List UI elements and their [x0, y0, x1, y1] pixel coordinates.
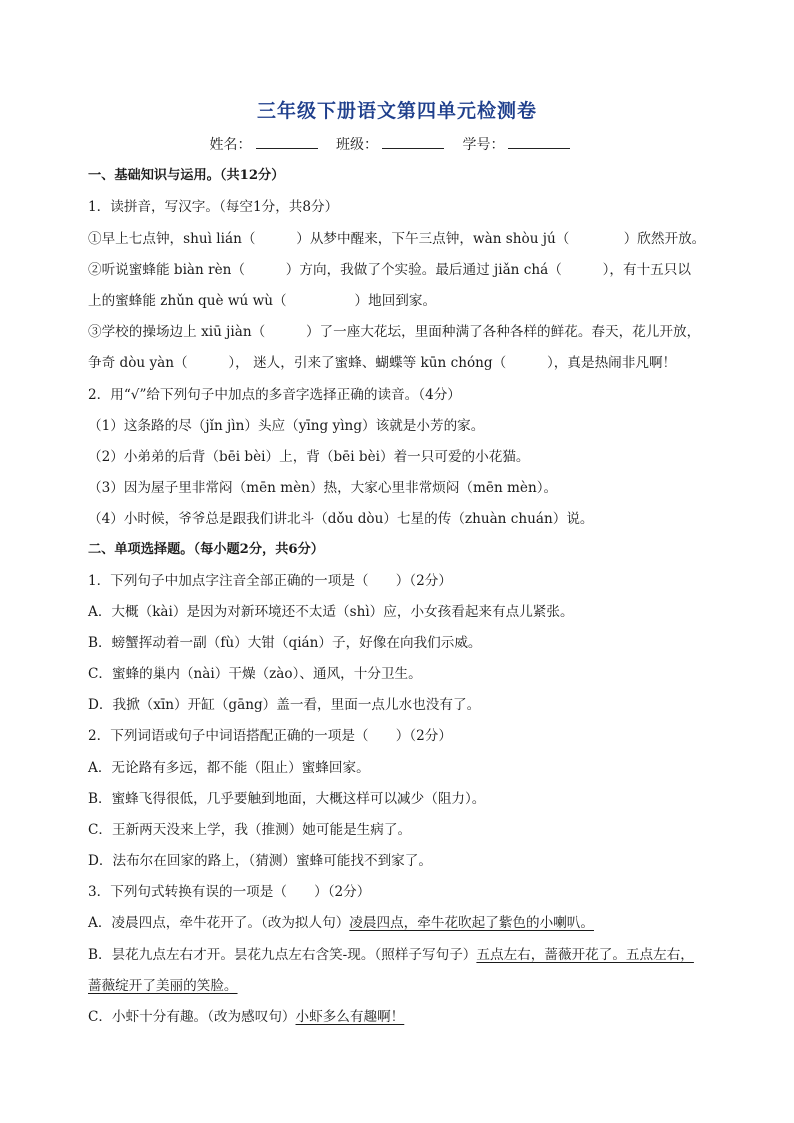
s2-q3-b-prompt: B．昙花九点左右才开。昙花九点左右含笑-现。（照样子写句子） — [88, 947, 477, 963]
s2-q1-stem: 1．下列句子中加点字注音全部正确的一项是（ ）（2分） — [88, 573, 452, 589]
s2-q3-option-b — [88, 946, 718, 964]
s2-q3-stem: 3．下列句式转换有误的一项是（ ）（2分） — [88, 884, 371, 900]
s2-q3-c-answer: 小虾多么有趣啊！ — [295, 1009, 405, 1025]
s2-q2-stem: 2．下列词语或句子中词语搭配正确的一项是（ ）（2分） — [88, 728, 452, 744]
s1-q2-line3: （3）因为屋子里非常闷（mēn mèn）热，大家心里非常烦闷（mēn mèn）。 — [88, 480, 558, 496]
s1-q1-line2: ②听说蜜蜂能 biàn rèn（ ）方向，我做了个实验。最后通过 jiǎn chá（ ），有十五只以 — [88, 262, 691, 278]
s1-q1-stem: 1．读拼音，写汉字。（每空1分，共8分） — [88, 199, 339, 215]
s2-q2-option-d: D．法布尔在回家的路上，（猜测）蜜蜂可能找不到家了。 — [88, 853, 432, 869]
number-label: 学号： — [462, 137, 505, 153]
name-label: 姓名： — [209, 137, 252, 153]
student-info — [0, 134, 794, 154]
s1-q2-line4: （4）小时候，爷爷总是跟我们讲北斗（dǒu dòu）七星的传（zhuàn chuán）说。 — [88, 511, 594, 527]
section1-heading: 一、基础知识与运用。（共12分） — [88, 168, 285, 183]
s2-q3-option-b-cont — [88, 977, 718, 995]
name-blank[interactable] — [256, 134, 318, 149]
s2-q3-option-a — [88, 914, 718, 932]
s1-q1-line1: ①早上七点钟，shuì lián（ ）从梦中醒来，下午三点钟，wàn shòu jú（ ）欣然开放。 — [88, 231, 706, 247]
s2-q1-option-d: D．我掀（xīn）开缸（gāng）盖一看，里面一点儿水也没有了。 — [88, 697, 481, 713]
class-blank[interactable] — [382, 134, 444, 149]
number-blank[interactable] — [508, 134, 570, 149]
s2-q1-option-b: B．螃蟹挥动着一副（fù）大钳（qián）子，好像在向我们示威。 — [88, 635, 482, 651]
s2-q1-option-a: A．大概（kài）是因为对新环境还不太适（shì）应，小女孩看起来有点儿紧张。 — [88, 604, 574, 620]
s2-q3-a-answer: 凌晨四点，牵牛花吹起了紫色的小喇叭。 — [349, 915, 594, 931]
s1-q1-line4: ③学校的操场边上 xiū jiàn（ ）了一座大花坛，里面种满了各种各样的鲜花。春天，花儿开放， — [88, 324, 701, 340]
s2-q3-c-prompt: C．小虾十分有趣。（改为感叹句） — [88, 1009, 296, 1025]
s2-q3-a-prompt: A．凌晨四点，牵牛花开了。（改为拟人句） — [88, 915, 350, 931]
class-label: 班级： — [336, 137, 378, 153]
s2-q1-option-c: C．蜜蜂的巢内（nài）干燥（zào）、通风，十分卫生。 — [88, 666, 422, 682]
s2-q2-option-b: B．蜜蜂飞得很低，几乎要触到地面，大概这样可以减少（阻力）。 — [88, 791, 486, 807]
s1-q1-line5: 争奇 dòu yàn（ ）， 迷人，引来了蜜蜂、蝴蝶等 kūn chóng（ ），真是热闹非凡啊！ — [88, 355, 677, 371]
s1-q2-line1: （1）这条路的尽（jǐn jìn）头应（yīng yìng）该就是小芳的家。 — [88, 418, 485, 434]
s2-q3-b-answer-part2: 蔷薇绽开了美丽的笑脸。 — [88, 978, 238, 994]
s2-q3-option-c — [88, 1008, 718, 1026]
doc-title: 三年级下册语文第四单元检测卷 — [256, 100, 537, 122]
s1-q2-stem: 2．用“√”给下列句子中加点的多音字选择正确的读音。（4分） — [88, 387, 461, 403]
s2-q2-option-c: C．王新两天没来上学，我（推测）她可能是生病了。 — [88, 822, 412, 838]
section2-heading: 二、单项选择题。（每小题2分，共6分） — [88, 542, 324, 557]
s2-q3-b-answer-part1: 五点左右，蔷薇开花了。五点左右， — [476, 947, 694, 963]
s2-q2-option-a: A．无论路有多远，都不能（阻止）蜜蜂回家。 — [88, 760, 370, 776]
s1-q2-line2: （2）小弟弟的后背（bēi bèi）上，背（bēi bèi）着一只可爱的小花猫。 — [88, 449, 530, 465]
s1-q1-line3: 上的蜜蜂能 zhǔn què wú wù（ ）地回到家。 — [88, 293, 437, 309]
